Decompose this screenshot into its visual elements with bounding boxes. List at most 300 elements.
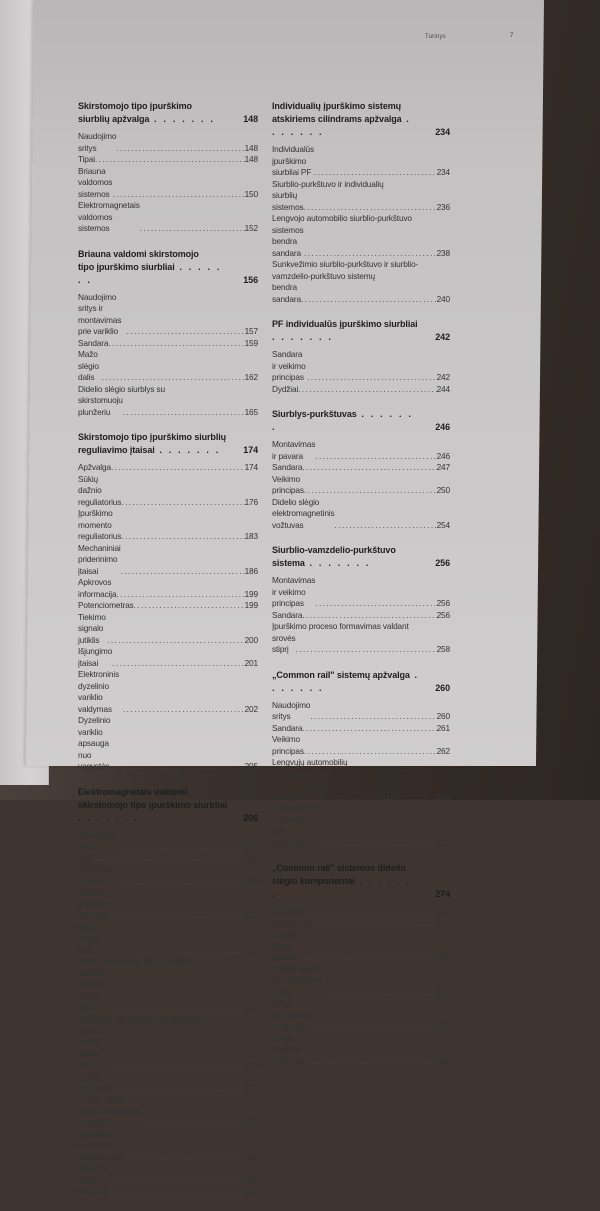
toc-entry[interactable] [272,610,450,622]
toc-entry-text: Individualūs įpurškimo siurbliai PF [272,144,317,177]
toc-entry-page-number: 240 [436,293,450,304]
toc-entry-page-number: 276 [436,917,450,928]
toc-entry[interactable] [272,998,450,1033]
toc-entry-row [78,1071,258,1094]
leader-dots [123,1152,245,1164]
section-title[interactable] [78,100,258,126]
leader-dots [111,462,245,474]
section-title[interactable] [272,862,450,901]
toc-entry-page-number: 286 [436,952,450,962]
toc-entry-row [272,497,450,532]
toc-entry[interactable] [78,292,258,338]
toc-entry[interactable] [78,577,258,600]
section-page-number: 260 [435,682,450,693]
section-title[interactable] [272,669,450,695]
toc-entry-text-line: Radialinio skirstomojo tipo įpurškimo [78,1013,207,1024]
toc-entry-row [272,700,450,723]
section-title-line: Siurblio-vamzdelio-purkštuvo sistema [272,545,396,568]
leader-dots: . . . . . . . [149,114,216,124]
leader-dots [113,189,245,201]
toc-entry[interactable] [78,338,258,350]
toc-entry-page-number: 165 [244,406,258,417]
toc-entry-page-number: 206 [244,852,258,863]
toc-entry[interactable] [272,734,450,757]
toc-entry[interactable] [78,1129,258,1164]
toc-entry-page-number: 174 [244,462,258,472]
section-title-line: Siurblys-purkštuvas [272,409,357,419]
toc-section [272,318,450,395]
leader-dots [123,407,245,419]
toc-entry-page-number: 218 [244,1059,258,1070]
toc-entry-row [78,715,258,773]
leader-dots [304,1056,437,1068]
leader-dots [140,223,245,235]
section-page-number: 234 [435,127,450,137]
toc-entry-text: Purkštuvas [272,917,312,928]
toc-entry-text: Naudojimo sritys [272,699,313,721]
leader-dots [315,451,436,463]
toc-entry-row [78,395,258,418]
leader-dots: . . . . . . . [272,409,414,432]
leader-dots [102,372,245,384]
toc-section [272,408,450,531]
toc-entry-row [78,646,258,669]
toc-entry[interactable] [78,922,258,957]
leader-dots: . . . . . . . [304,558,371,568]
section-title-line: Skirstomojo tipo įpurškimo [78,101,192,111]
toc-entry-row [272,929,450,964]
toc-entry-row [78,830,258,853]
leader-dots [304,202,437,214]
toc-entry[interactable] [272,918,450,930]
toc-entry-row [78,1163,258,1186]
toc-entry-page-number: 186 [244,565,258,576]
toc-entry-row [272,282,450,305]
toc-entry[interactable] [78,646,258,669]
toc-entry-page-number: 254 [436,519,450,530]
leader-dots [304,485,437,497]
toc-entry-row [78,154,258,166]
section-title[interactable] [78,248,258,287]
toc-entry-row [272,439,450,462]
toc-entry[interactable] [272,803,450,849]
section-title[interactable] [272,408,450,434]
toc-entry-row [78,1094,258,1129]
leader-dots [304,746,437,758]
toc-entry-text: Sandara [272,722,303,733]
toc-entry-row [78,166,258,201]
leader-dots [134,600,245,612]
leader-dots [95,853,245,865]
toc-entry-page-number: 224 [244,1117,258,1127]
toc-entry[interactable] [78,462,258,474]
toc-entry[interactable] [78,131,258,154]
toc-entry-page-number: 274 [436,906,450,916]
toc-entry-text: skirstomuoju plunžeriu [78,395,125,417]
section-title[interactable] [272,544,450,570]
toc-entry-row [272,349,450,384]
leader-dots [109,1175,245,1187]
toc-entry-row [78,543,258,578]
toc-entry[interactable] [272,179,450,214]
leader-dots [107,635,244,647]
toc-entry-row [272,723,450,735]
toc-entry-page-number: 208 [244,875,258,886]
section-page-number: 274 [435,889,450,899]
toc-entry[interactable] [78,956,258,1014]
toc-entry-row [78,864,258,887]
leader-dots [113,910,244,922]
leader-dots [305,906,437,918]
toc-entry[interactable] [272,384,450,396]
toc-entry-text: Naudojimo sritys [78,131,119,153]
toc-entry-text: siurblio didelio slėgio dalis [78,967,106,1012]
section-title-line: skirstomojo tipo įpurškimo siurbliai [78,799,227,810]
toc-entry[interactable] [272,497,450,532]
leader-dots [140,1117,244,1129]
toc-entry-page-number: 157 [244,326,258,336]
section-page-number: 174 [243,445,258,455]
toc-entry-text: srovės stiprį [272,632,298,654]
toc-entry[interactable] [78,1014,258,1072]
section-title[interactable] [78,786,258,825]
toc-entry-page-number: 206 [244,841,258,851]
toc-entry-text: siurblių sistemos [272,190,304,212]
toc-entry[interactable] [272,474,450,497]
leader-dots [116,143,244,155]
toc-section [272,544,450,656]
toc-entry-row [78,853,258,865]
leader-dots [306,792,437,804]
section-page-number: 246 [435,422,450,432]
toc-entry-page-number: 242 [436,372,450,382]
toc-entry[interactable] [272,906,450,918]
toc-entry-page-number: 261 [436,722,450,733]
toc-entry-text: Sandara ir veikimo principas [272,349,308,382]
toc-entry-row [272,918,450,930]
toc-entry[interactable] [272,700,450,723]
toc-entry-row [78,131,258,154]
section-page-number: 242 [435,332,450,342]
toc-entry-text: Slėgio ribojimo vožtuvas [272,1032,304,1066]
toc-entry-page-number: 210 [244,910,258,920]
toc-entry-page-number: 199 [244,600,258,610]
toc-entry-row [78,292,258,338]
toc-entry-text: Slėgio reguliavimo vožtuvas [272,998,315,1031]
toc-entry-text-line: Lengvųjų automobilių [272,757,348,767]
toc-entry[interactable] [272,964,450,999]
toc-entry-page-number: 266 [436,791,450,802]
leader-dots [107,1083,244,1095]
leader-dots: . . . . . . . [78,261,222,285]
toc-entry[interactable] [272,349,450,384]
toc-entry-page-number: 150 [244,188,258,199]
toc-entry-text: Įpurškimo momento reguliavimas [78,1128,123,1162]
leader-dots [323,987,436,999]
toc-entry-row [78,887,258,922]
toc-entry[interactable] [78,1163,258,1186]
toc-entry-page-number: 238 [436,247,450,258]
toc-entry-page-number: 246 [436,450,450,461]
toc-entry[interactable] [78,715,258,773]
toc-entry-page-number: 256 [436,609,450,620]
leader-dots [302,610,436,622]
toc-entry-row [272,906,450,918]
toc-entry-text: Apžvalga [78,462,111,472]
toc-entry-text: Mechaniniai priderinimo įtaisai [78,542,123,576]
leader-dots [111,1060,245,1072]
toc-entry-row [78,922,258,957]
toc-entry-row [78,669,258,715]
toc-entry[interactable] [78,508,258,543]
leader-dots [110,1186,245,1198]
toc-entry-text: bendra sandara [272,282,301,304]
section-title[interactable] [272,318,450,344]
toc-entry-page-number: 162 [244,372,258,382]
toc-entry[interactable] [272,462,450,474]
toc-entry-page-number: 247 [436,462,450,472]
toc-entry[interactable] [78,669,258,715]
toc-entry-text: Montavimas ir pavara [272,439,318,461]
toc-entry-row [78,612,258,647]
section-title-line: Individualių įpurškimo sistemų [272,101,402,111]
toc-entry-text: Didelio slėgio akumuliatorius (Rail) [272,963,326,997]
toc-entry[interactable] [78,166,258,201]
leader-dots [116,876,244,888]
leader-dots [313,1021,437,1033]
section-title-line: „Common rail" sistemų apžvalga [272,669,410,680]
toc-entry[interactable] [272,621,450,656]
toc-entry-text: Apžvalga [272,906,305,916]
section-title-line: atskiriems cilindrams apžvalga [272,114,402,124]
toc-entry-page-number: 256 [436,598,450,608]
toc-entry-page-number: 294 [436,1021,450,1031]
toc-entry-text: Sandara [78,337,109,348]
toc-entry-text-line: Lengvojo automobilio siurblio-purkštuvo [272,213,412,223]
toc-entry[interactable] [272,1033,450,1068]
section-title-line: reguliavimo įtaisai [78,445,155,455]
leader-dots [302,462,436,474]
leader-dots [312,918,437,930]
toc-section [272,862,450,1067]
toc-entry-text: Veikimo principas [272,734,304,756]
toc-entry-page-number: 260 [436,711,450,721]
section-title-line: Elektromagnetais valdomi [78,786,188,797]
toc-entry-row [272,384,450,396]
toc-entry[interactable] [272,439,450,462]
page-number: 7 [510,33,514,39]
toc-entry-row [78,1186,258,1198]
toc-entry-row [78,968,258,1014]
leader-dots [302,723,436,735]
leader-dots [300,952,437,964]
leader-dots [298,384,436,396]
toc-entry[interactable] [78,853,258,865]
toc-entry-text: Didelio slėgio siurbliai [272,929,299,962]
leader-dots [112,658,244,670]
toc-entry-text: Tipai [78,852,95,863]
toc-entry-page-number: 222 [244,1082,258,1093]
toc-entry-row [78,474,258,509]
toc-entry[interactable] [272,929,450,964]
toc-entry-row [272,144,450,179]
toc-entry-text: sistemos bendra sandara [272,224,306,258]
toc-entry[interactable] [78,864,258,887]
toc-entry-row [78,577,258,600]
toc-entry-text: siurblio didelio slėgio dalis [78,1025,106,1070]
toc-entry-page-number: 244 [436,383,450,394]
toc-entry[interactable] [78,543,258,578]
toc-entry-page-number: 232 [244,1174,258,1185]
section-title-line: PF individualūs įpurškimo siurbliai [272,319,418,329]
toc-entry-text-line: Didelio slėgio siurblys su [78,383,165,394]
toc-entry-row [272,734,450,757]
toc-entry-text: Briauna valdomos sistemos [78,165,115,199]
toc-entry[interactable] [78,612,258,647]
toc-entry-text: Tvirtinimas ir pavara [78,864,119,886]
toc-entry-row [272,998,450,1033]
toc-entry-text: Didelio slėgio elektromagnetinis vožtuvas [272,496,337,530]
section-title-line: tipo įpurškimo siurbliai [78,261,175,272]
toc-entry-text: Naudojimo sritys ir montavimas prie variklio [78,291,124,336]
toc-entry[interactable] [78,200,258,235]
leader-dots: . . . . . . . [78,812,140,823]
toc-entry-text: Veikimo principas [272,473,304,495]
toc-entry-text-line: Ašinio skirstomojo tipo įpurškimo [78,956,194,966]
toc-entry[interactable] [78,1071,258,1094]
toc-entry-page-number: 236 [436,201,450,212]
leader-dots [301,294,437,306]
toc-entry-text-line: Sunkvežimio siurblio-purkštuvo ir siurblio- [272,259,419,269]
leader-dots [111,1002,245,1014]
toc-entry-page-number: 202 [244,703,258,714]
toc-entry-page-number: 152 [244,223,258,233]
toc-entry-text-line: Įpurškimo proceso formavimas valdant [272,621,409,631]
toc-entry-row [78,462,258,474]
leader-dots [116,841,244,853]
leader-dots [304,248,437,260]
toc-entry-page-number: 212 [244,944,258,955]
toc-entry-text: Dyzelinio variklio apsauga nuo vagystės [78,715,113,771]
leader-dots [121,566,245,578]
toc-entry-page-number: 271 [436,837,450,848]
toc-entry-row [272,633,450,656]
leader-dots [310,711,436,723]
toc-entry-text: Montavimas ir veikimo principas [272,575,318,608]
toc-entry-text: Apkrovos informacija [78,577,117,599]
toc-entry-row [78,1025,258,1071]
toc-entry-text: Dydžiai [272,383,299,394]
leader-dots [334,520,436,532]
leader-dots [315,598,436,610]
toc-entry[interactable] [78,154,258,166]
toc-entry-text: Naudojimo sritys [78,829,119,851]
toc-section [78,248,258,419]
toc-entry-text: Sandara [272,609,303,620]
running-head: Turinys [425,34,446,40]
toc-entry-page-number: 199 [244,588,258,599]
toc-entry-page-number: 176 [244,496,258,507]
section-title[interactable] [272,100,450,139]
leader-dots [127,326,245,338]
toc-entry-row [78,1129,258,1164]
toc-entry[interactable] [272,144,450,179]
toc-entry-row [272,803,450,849]
section-page-number: 206 [243,812,258,823]
toc-entry-page-number: 183 [244,531,258,541]
section-title-line: siurblių apžvalga [78,114,150,124]
toc-entry-text: Sunkvežimių „common rail" sistemos [272,803,320,848]
toc-entry[interactable] [272,723,450,735]
toc-entry[interactable] [78,384,258,419]
leader-dots [95,154,245,166]
toc-entry-page-number: 295 [436,1055,450,1066]
toc-entry-text: Sandara ir veikimo principas [78,887,114,920]
toc-entry-row [272,964,450,999]
toc-entry[interactable] [272,259,450,305]
toc-entry-page-number: 214 [244,1002,258,1012]
toc-entry-row [78,200,258,235]
toc-entry[interactable] [78,349,258,384]
leader-dots [121,531,244,543]
leader-dots [124,761,245,773]
toc-entry-row [78,508,258,543]
toc-entry-page-number: 200 [244,634,258,645]
section-page-number: 156 [243,274,258,285]
toc-right-column [272,100,450,1080]
leader-dots: . . . . . . . [272,332,334,342]
section-page-number: 256 [435,558,450,568]
toc-entry-row [272,575,450,610]
toc-section [78,100,258,235]
toc-entry[interactable] [78,600,258,612]
toc-entry-text: Valdymo blokas [78,1163,111,1185]
leader-dots [317,838,436,850]
toc-entry[interactable] [78,830,258,853]
toc-entry[interactable] [78,1094,258,1129]
toc-entry[interactable] [272,757,450,803]
toc-entry[interactable] [272,213,450,259]
leader-dots: . . . . . . . [272,114,411,137]
section-title-line: Briauna valdomi skirstomojo [78,248,199,259]
toc-entry-text: Mažo slėgio dalis [78,921,101,955]
toc-entry-page-number: 292 [436,986,450,997]
toc-entry-page-number: 226 [244,1151,258,1162]
toc-entry-text: Tiekimo signalo jutiklis [78,611,108,645]
toc-entry-text-line: Siurblio-purkštuvo ir individualių [272,178,384,189]
toc-entry-text: Sūkių dažnio reguliatorius [78,473,122,507]
toc-entry[interactable] [272,575,450,610]
leader-dots: . . . . . . . [272,876,412,899]
toc-section [78,786,258,1198]
section-page-number: 148 [243,114,258,124]
toc-entry[interactable] [78,474,258,509]
section-title-line: Skirstomojo tipo įpurškimo siurblių [78,432,227,442]
toc-section [272,100,450,305]
toc-section [78,431,258,773]
leader-dots [307,372,437,384]
toc-entry[interactable] [78,887,258,922]
toc-entry-page-number: 159 [244,337,258,348]
section-title[interactable] [78,431,258,457]
section-title-line: „Common rail" sistemos didelio [272,863,406,873]
toc-entry[interactable] [78,1186,258,1198]
leader-dots [296,644,437,656]
leader-dots [116,589,244,601]
toc-entry-page-number: 234 [436,167,450,177]
leader-dots [314,167,437,179]
toc-entry-row [78,349,258,384]
